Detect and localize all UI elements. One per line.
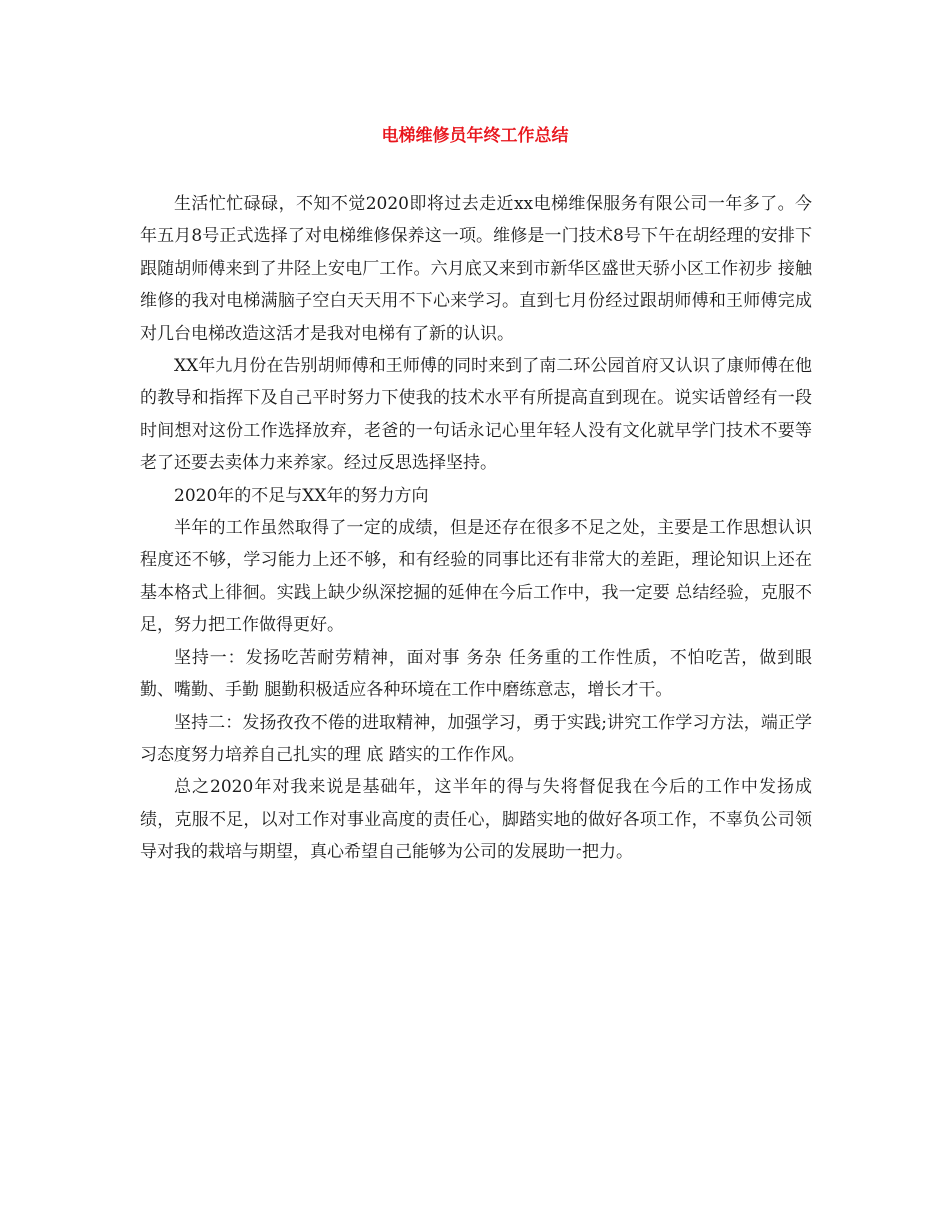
paragraph-persist-two: 坚持二：发扬孜孜不倦的进取精神，加强学习，勇于实践;讲究工作学习方法，端正学习态度努力培养自己扎实的理 底 踏实的工作作风。 xyxy=(140,712,812,765)
paragraph-shortcomings: 半年的工作虽然取得了一定的成绩，但是还存在很多不足之处，主要是工作思想认识程度还不够，学习能力上还不够，和有经验的同事比还有非常大的差距，理论知识上还在基本格式上徘徊。实践上缺少纵深挖掘的延伸在今后工作中，我一定要 总结经验，克服不足，努力把工作做得更好。 xyxy=(140,518,812,636)
paragraph-intro: 生活忙忙碌碌，不知不觉2020即将过去走近xx电梯维保服务有限公司一年多了。今年五月8号正式选择了对电梯维修保养这一项。维修是一门技术8号下午在胡经理的安排下跟随胡师傅来到了井陉上安电厂工作。六月底又来到市新华区盛世天骄小区工作初步 接触维修的我对电梯满脑子空白天天用不下心来学习。直到七月份经过跟胡师傅和王师傅完成对几台电梯改造这活才是我对电梯有了新的认识。 xyxy=(140,194,812,344)
paragraph-september: XX年九月份在告别胡师傅和王师傅的同时来到了南二环公园首府又认识了康师傅在他的教导和指挥下及自己平时努力下使我的技术水平有所提高直到现在。说实话曾经有一段时间想对这份工作选择放弃，老爸的一句话永记心里年轻人没有文化就早学门技术不要等老了还要去卖体力来养家。经过反思选择坚持。 xyxy=(140,356,812,474)
section-heading: 2020年的不足与XX年的努力方向 xyxy=(174,485,429,506)
document-body xyxy=(140,188,812,869)
document-title: 电梯维修员年终工作总结 xyxy=(381,126,569,146)
paragraph-conclusion: 总之2020年对我来说是基础年，这半年的得与失将督促我在今后的工作中发扬成绩，克服不足，以对工作对事业高度的责任心，脚踏实地的做好各项工作，不辜负公司领导对我的栽培与期望，真心希望自己能够为公司的发展助一把力。 xyxy=(140,777,812,863)
paragraph-persist-one: 坚持一：发扬吃苦耐劳精神，面对事 务杂 任务重的工作性质，不怕吃苦，做到眼勤、嘴勤、手勤 腿勤积极适应各种环境在工作中磨练意志，增长才干。 xyxy=(140,647,812,701)
